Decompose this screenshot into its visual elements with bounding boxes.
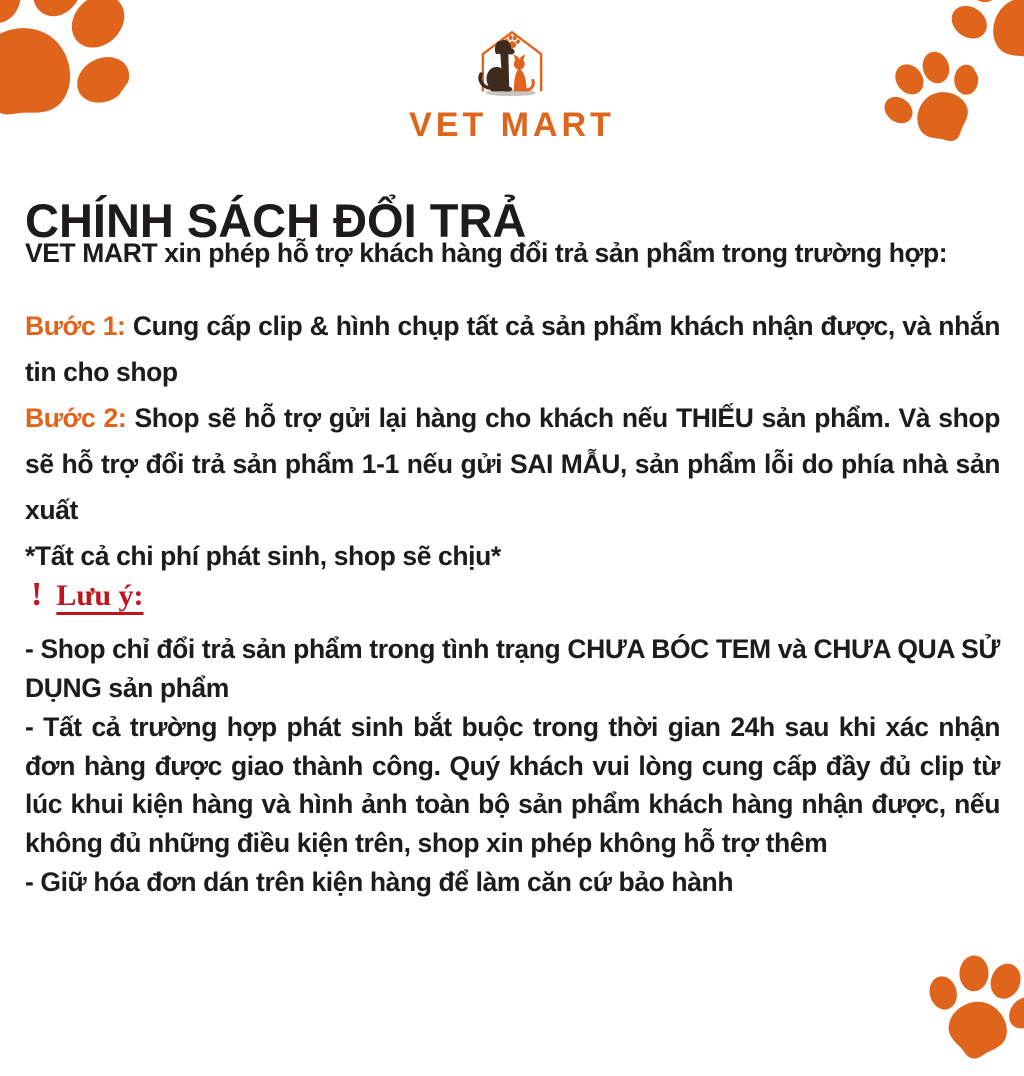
note-item: - Tất cả trường hợp phát sinh bắt buộc trong thời gian 24h sau khi xác nhận đơn hàng được giao thành công. Quý khách vui lòng cung cấp đầy đủ clip từ lúc khui kiện hàng và hình ảnh toàn bộ sản phẩm khách hàng nhận được, nếu không đủ những điều kiện trên, shop xin phép không hỗ trợ thêm xyxy=(25,712,1000,858)
footnote: *Tất cả chi phí phát sinh, shop sẽ chịu* xyxy=(25,541,501,571)
notes-heading xyxy=(31,576,1000,614)
paw-icon xyxy=(916,946,1024,1076)
policy-steps xyxy=(25,303,1000,579)
exclamation-icon: ! xyxy=(31,576,43,613)
step-paragraph xyxy=(25,303,1000,395)
cat-icon xyxy=(513,54,533,91)
logo-mark xyxy=(449,24,575,106)
note-item: - Shop chỉ đổi trả sản phẩm trong tình trạng CHƯA BÓC TEM và CHƯA QUA SỬ DỤNG sản phẩm xyxy=(25,634,1000,703)
logo xyxy=(0,24,1024,145)
dog-icon xyxy=(480,40,515,91)
step-text: Shop sẽ hỗ trợ gửi lại hàng cho khách nếu THIẾU sản phẩm. Và shop sẽ hỗ trợ đổi trả sản phẩm 1-1 nếu gửi SAI MẪU, sản phẩm lỗi do phía nhà sản xuất xyxy=(25,403,1001,525)
policy-intro: VET MART xin phép hỗ trợ khách hàng đổi trả sản phẩm trong trường hợp: xyxy=(25,238,948,268)
step-text: Cung cấp clip & hình chụp tất cả sản phẩm khách nhận được, và nhắn tin cho shop xyxy=(25,311,1000,387)
step-label: Bước 2: xyxy=(25,403,127,433)
step-paragraph xyxy=(25,395,1000,533)
note-item: - Giữ hóa đơn dán trên kiện hàng để làm căn cứ bảo hành xyxy=(25,867,734,897)
notes-heading-label: Lưu ý: xyxy=(56,579,144,612)
notes-section xyxy=(25,576,1000,903)
page-title: CHÍNH SÁCH ĐỔI TRẢ xyxy=(25,194,527,248)
step-label: Bước 1: xyxy=(25,311,126,341)
note-items xyxy=(25,630,1000,902)
brand-name: VET MART xyxy=(409,106,615,144)
